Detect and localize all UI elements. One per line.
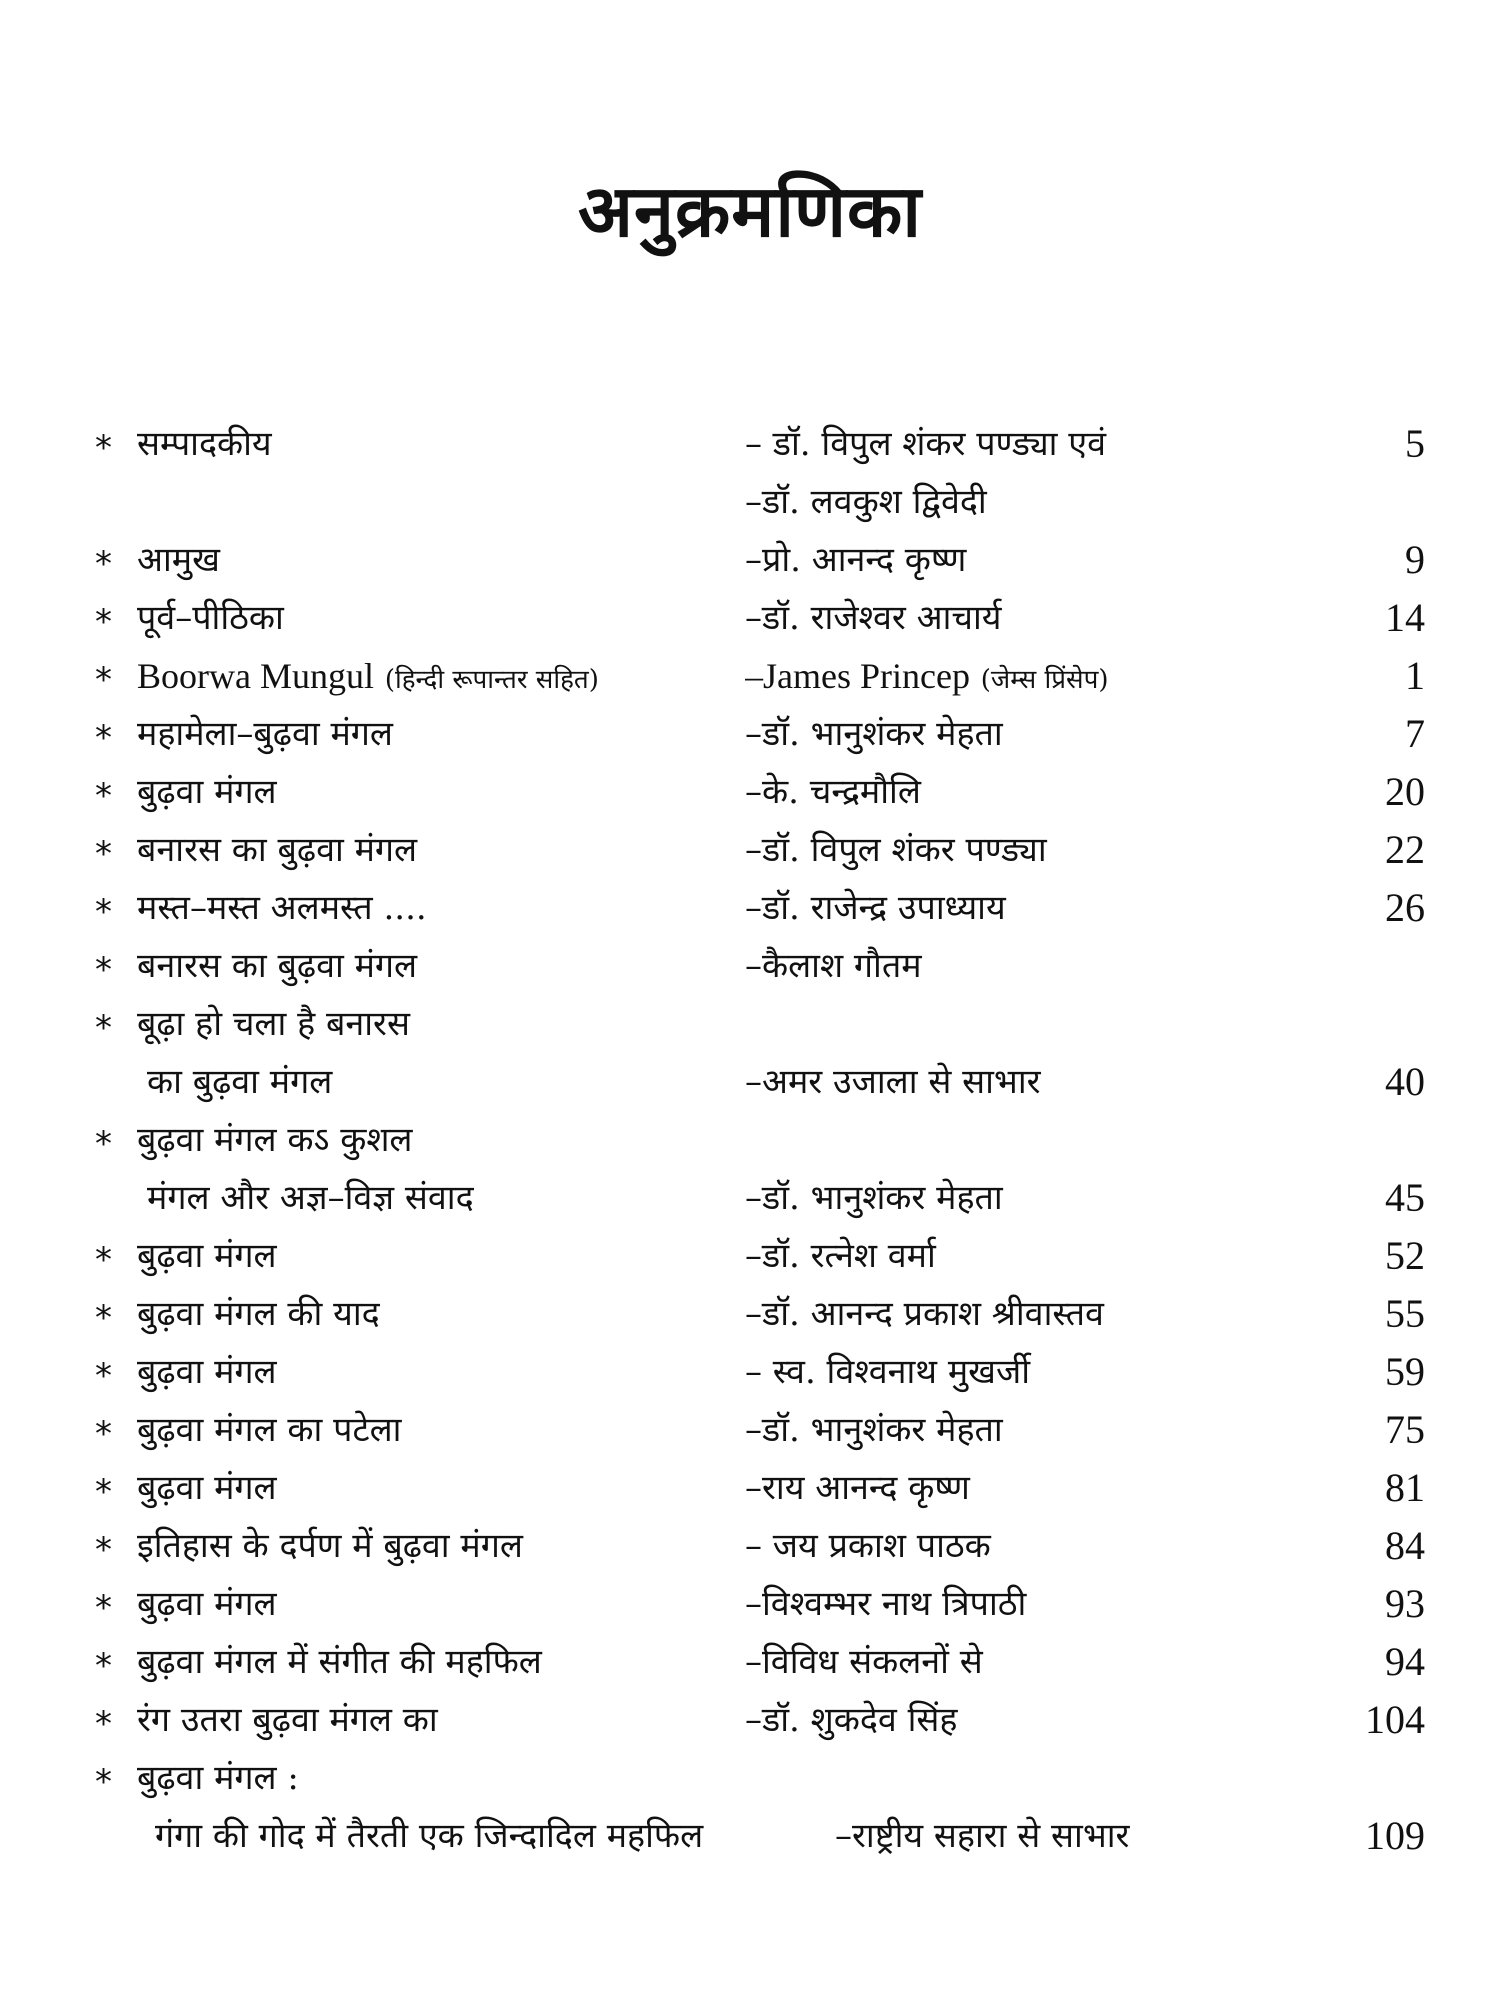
toc-entry-continuation [95,1807,1425,1865]
entry-author-note: (जेम्स प्रिंसेप) [980,665,1109,695]
entry-title-note: (हिन्दी रूपान्तर सहित) [384,665,599,695]
toc-entry [95,763,1425,821]
entry-title: सम्पादकीय [137,424,272,464]
entry-author: –डॉ. लवकुश द्विवेदी [745,482,987,522]
entry-page: 1 [1405,653,1425,698]
toc-entry [95,415,1425,473]
entry-author: –विविध संकलनों से [745,1642,983,1682]
entry-title: बुढ़वा मंगल [137,1352,277,1392]
entry-title: बनारस का बुढ़वा मंगल [137,830,418,870]
toc-entry [95,1401,1425,1459]
bullet-star: * [95,660,112,700]
toc-entry [95,1691,1425,1749]
toc-entry [95,705,1425,763]
entry-title [137,647,817,709]
toc-entry [95,1633,1425,1691]
entry-page: 59 [1385,1349,1425,1394]
table-of-contents [95,415,1425,1865]
toc-entry [95,1459,1425,1517]
entry-author [745,647,1345,709]
entry-author: –डॉ. राजेश्वर आचार्य [745,598,1002,638]
bullet-star: * [95,1298,112,1338]
entry-page: 45 [1385,1175,1425,1220]
entry-author: –अमर उजाला से साभार [745,1062,1041,1102]
toc-entry [95,1517,1425,1575]
entry-author: –राष्ट्रीय सहारा से साभार [835,1816,1130,1856]
entry-title: बुढ़वा मंगल [137,1468,277,1508]
entry-author: –डॉ. आनन्द प्रकाश श्रीवास्तव [745,1294,1104,1334]
entry-author: –प्रो. आनन्द कृष्ण [745,540,967,580]
entry-page: 84 [1385,1523,1425,1568]
entry-title-main: Boorwa Mungul [137,656,374,696]
entry-title: का बुढ़वा मंगल [147,1062,333,1102]
bullet-star: * [95,544,112,584]
entry-title: बुढ़वा मंगल का पटेला [137,1410,402,1450]
entry-page: 14 [1385,595,1425,640]
entry-title: मंगल और अज्ञ–विज्ञ संवाद [147,1178,474,1218]
bullet-star: * [95,1588,112,1628]
entry-page: 9 [1405,537,1425,582]
entry-title: इतिहास के दर्पण में बुढ़वा मंगल [137,1526,523,1566]
toc-entry [95,1749,1425,1807]
entry-title: बुढ़वा मंगल [137,1584,277,1624]
bullet-star: * [95,1530,112,1570]
entry-author: – स्व. विश्वनाथ मुखर्जी [745,1352,1031,1392]
toc-entry [95,1111,1425,1169]
entry-author: –डॉ. भानुशंकर मेहता [745,714,1003,754]
bullet-star: * [95,602,112,642]
entry-author: –डॉ. राजेन्द्र उपाध्याय [745,888,1006,928]
entry-title: बनारस का बुढ़वा मंगल [137,946,418,986]
bullet-star: * [95,1646,112,1686]
entry-title: आमुख [137,540,220,580]
entry-page: 40 [1385,1059,1425,1104]
bullet-star: * [95,1472,112,1512]
page-title: अनुक्रमणिका [578,169,922,253]
entry-title: बूढ़ा हो चला है बनारस [137,1004,410,1044]
bullet-star: * [95,428,112,468]
bullet-star: * [95,1704,112,1744]
entry-title: बुढ़वा मंगल कऽ कुशल [137,1120,413,1160]
entry-page: 75 [1385,1407,1425,1452]
entry-page: 104 [1365,1697,1425,1742]
entry-page: 26 [1385,885,1425,930]
toc-entry [95,589,1425,647]
bullet-star: * [95,1124,112,1164]
bullet-star: * [95,892,112,932]
entry-author: –विश्वम्भर नाथ त्रिपाठी [745,1584,1027,1624]
bullet-star: * [95,718,112,758]
entry-title: बुढ़वा मंगल की याद [137,1294,380,1334]
entry-page: 94 [1385,1639,1425,1684]
toc-entry [95,1285,1425,1343]
toc-entry-continuation [95,473,1425,531]
bullet-star: * [95,1008,112,1048]
entry-author: –राय आनन्द कृष्ण [745,1468,970,1508]
bullet-star: * [95,950,112,990]
toc-entry [95,531,1425,589]
entry-page: 20 [1385,769,1425,814]
entry-author: – डॉ. विपुल शंकर पण्ड्या एवं [745,424,1106,464]
entry-author: –डॉ. विपुल शंकर पण्ड्या [745,830,1047,870]
bullet-star: * [95,834,112,874]
toc-entry [95,995,1425,1053]
entry-author: –कैलाश गौतम [745,946,922,986]
toc-entry [95,1575,1425,1633]
entry-title: बुढ़वा मंगल : [137,1758,299,1798]
entry-title: बुढ़वा मंगल [137,1236,277,1276]
entry-title: बुढ़वा मंगल में संगीत की महफिल [137,1642,542,1682]
toc-entry [95,937,1425,995]
entry-title: महामेला–बुढ़वा मंगल [137,714,393,754]
bullet-star: * [95,1762,112,1802]
entry-page: 55 [1385,1291,1425,1336]
entry-author: –डॉ. भानुशंकर मेहता [745,1178,1003,1218]
entry-title: गंगा की गोद में तैरती एक जिन्दादिल महफिल [155,1816,704,1856]
toc-entry [95,879,1425,937]
toc-entry [95,1343,1425,1401]
bullet-star: * [95,1356,112,1396]
entry-author: – जय प्रकाश पाठक [745,1526,991,1566]
entry-page: 22 [1385,827,1425,872]
toc-entry [95,647,1425,705]
entry-author: –के. चन्द्रमौलि [745,772,921,812]
entry-title: मस्त–मस्त अलमस्त .... [137,888,427,928]
bullet-star: * [95,776,112,816]
entry-author: –डॉ. रत्नेश वर्मा [745,1236,936,1276]
toc-entry [95,1227,1425,1285]
entry-page: 5 [1405,421,1425,466]
entry-page: 52 [1385,1233,1425,1278]
entry-page: 81 [1385,1465,1425,1510]
entry-page: 109 [1365,1813,1425,1858]
bullet-star: * [95,1240,112,1280]
entry-author-main: –James Princep [745,656,970,696]
entry-author: –डॉ. भानुशंकर मेहता [745,1410,1003,1450]
entry-page: 93 [1385,1581,1425,1626]
toc-entry-continuation [95,1053,1425,1111]
bullet-star: * [95,1414,112,1454]
toc-entry [95,821,1425,879]
entry-title: रंग उतरा बुढ़वा मंगल का [137,1700,438,1740]
entry-title: बुढ़वा मंगल [137,772,277,812]
toc-entry-continuation [95,1169,1425,1227]
entry-title: पूर्व–पीठिका [137,598,284,638]
entry-author: –डॉ. शुकदेव सिंह [745,1700,958,1740]
entry-page: 7 [1405,711,1425,756]
